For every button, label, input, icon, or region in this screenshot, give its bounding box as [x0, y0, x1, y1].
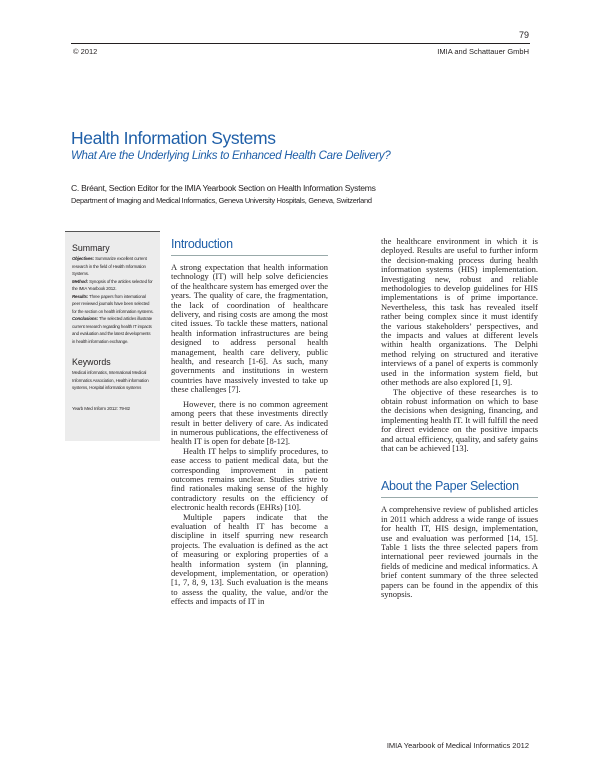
- summary-heading: Summary: [72, 243, 110, 253]
- results-label: Results:: [72, 293, 89, 299]
- right-paragraph-1: the healthcare environment in which it is deployed. Results are useful to further inform the decision-making process during health information systems (HIS) implementation. Investigating new, robust and reliable methodologies to develop guidelines for HIS implementations is of prime importance. Nevertheless, this task has revealed itself rather being complex since it must identify the various stakeholders’ perspectives, and the impacts and values at different levels within health organizations. The Delphi method relying on structured and iterative interviews of a panel of experts is commonly used in the information system field, but other methods are also explored [1, 9].: [381, 236, 538, 388]
- author-line: C. Bréant, Section Editor for the IMIA Yearbook Section on Health Information Systems: [71, 183, 376, 193]
- method-text: Synopsis of the articles selected for the IMIA Yearbook 2012.: [72, 278, 153, 291]
- header-rule: [71, 43, 530, 44]
- right-paragraph-2: The objective of these researches is to obtain robust information on which to base the decisions when designing, financing, and implementing health IT. It will fulfill the need for direct evidence on the positive impacts and actual efficiency, quality, and safety gains that can be achieved [13].: [381, 386, 538, 453]
- footer-journal-title: IMIA Yearbook of Medical Informatics 2012: [386, 741, 529, 750]
- left-text-column: [171, 237, 328, 607]
- results-text: Three papers from international peer reviewed journals have been selected for the section on health information systems.: [72, 293, 154, 314]
- right-text-column: [381, 237, 538, 599]
- article-title: Health Information Systems: [71, 128, 276, 148]
- conclusions-label: Conclusions:: [72, 316, 99, 321]
- summary-results: [72, 293, 154, 316]
- intro-paragraph-3: Health IT helps to simplify procedures, to ease access to patient medical data, but the corresponding improvement in patient outcomes remains unclear. Studies strive to find rationales making sense of the highly contradictory results on the efficiency of electronic health records (EHRs) [10].: [171, 445, 328, 513]
- summary-objectives: [72, 255, 154, 278]
- selection-paragraph: A comprehensive review of published articles in 2011 which address a wide range of issues for health IT, HIS design, implementation, use and evaluation was performed [14, 15]. Table 1 lists the three selected papers from international peer reviewed journals in the fields of medicine and medical informatics. A brief content summary of the three selected papers can be found in the appendix of this synopsis.: [381, 504, 538, 599]
- keywords-heading: Keywords: [72, 357, 111, 367]
- conclusions-text: The selected articles illustrate current research regarding health IT impacts and evaluation and the latest developments in health information exchange.: [72, 316, 153, 344]
- copyright: © 2012: [73, 47, 98, 56]
- objectives-label: Objectives:: [72, 256, 95, 261]
- paper-selection-heading: About the Paper Selection: [381, 479, 538, 498]
- journal-reference: Yearb Med Inform 2012: 79-82: [72, 405, 130, 411]
- page-number: 79: [518, 30, 529, 40]
- summary-box: [65, 231, 160, 441]
- affiliation-line: Department of Imaging and Medical Informatics, Geneva University Hospitals, Geneva, Switzerland: [71, 196, 372, 205]
- objectives-text: Summarize excellent current research in the field of Health Information Systems.: [72, 256, 147, 276]
- intro-paragraph-2: However, there is no common agreement among peers that these investments directly result in better delivery of care. As indicated in numerous publications, the effectiveness of health IT is open for debate [8-12].: [171, 398, 328, 447]
- intro-paragraph-1: A strong expectation that health information technology (IT) will help solve deficiencies of the healthcare system has emerged over the years. The quality of care, the fragmentation, the lack of coordination of healthcare delivery, and rising costs are among the most cited issues. To tackle these matters, national health information infrastructures are being designed to address personal health management, health care delivery, public health, and research [1-6]. As such, many governments and institutions in western countries have massively invested to take up these challenges [7].: [171, 262, 328, 395]
- summary-conclusions: [72, 315, 154, 345]
- introduction-heading: Introduction: [171, 237, 328, 256]
- method-label: Method:: [72, 278, 89, 284]
- keywords-text: Medical informatics, International Medical Informatics Association, Health information systems, Hospital information systems: [72, 370, 149, 390]
- article-subtitle: What Are the Underlying Links to Enhanced Health Care Delivery?: [71, 150, 391, 162]
- intro-paragraph-4: Multiple papers indicate that the evaluation of health IT has become a discipline in itself spurring new research projects. The evaluation is defined as the act of measuring or exploring properties of a health information system (in planning, development, implementation, or operation) [1, 7, 8, 9, 13]. Such evaluation is the means to assess the quality, the value, and/or the effects and impacts of IT in: [171, 511, 328, 607]
- summary-method: [72, 278, 154, 293]
- publisher: IMIA and Schattauer GmbH: [437, 47, 529, 56]
